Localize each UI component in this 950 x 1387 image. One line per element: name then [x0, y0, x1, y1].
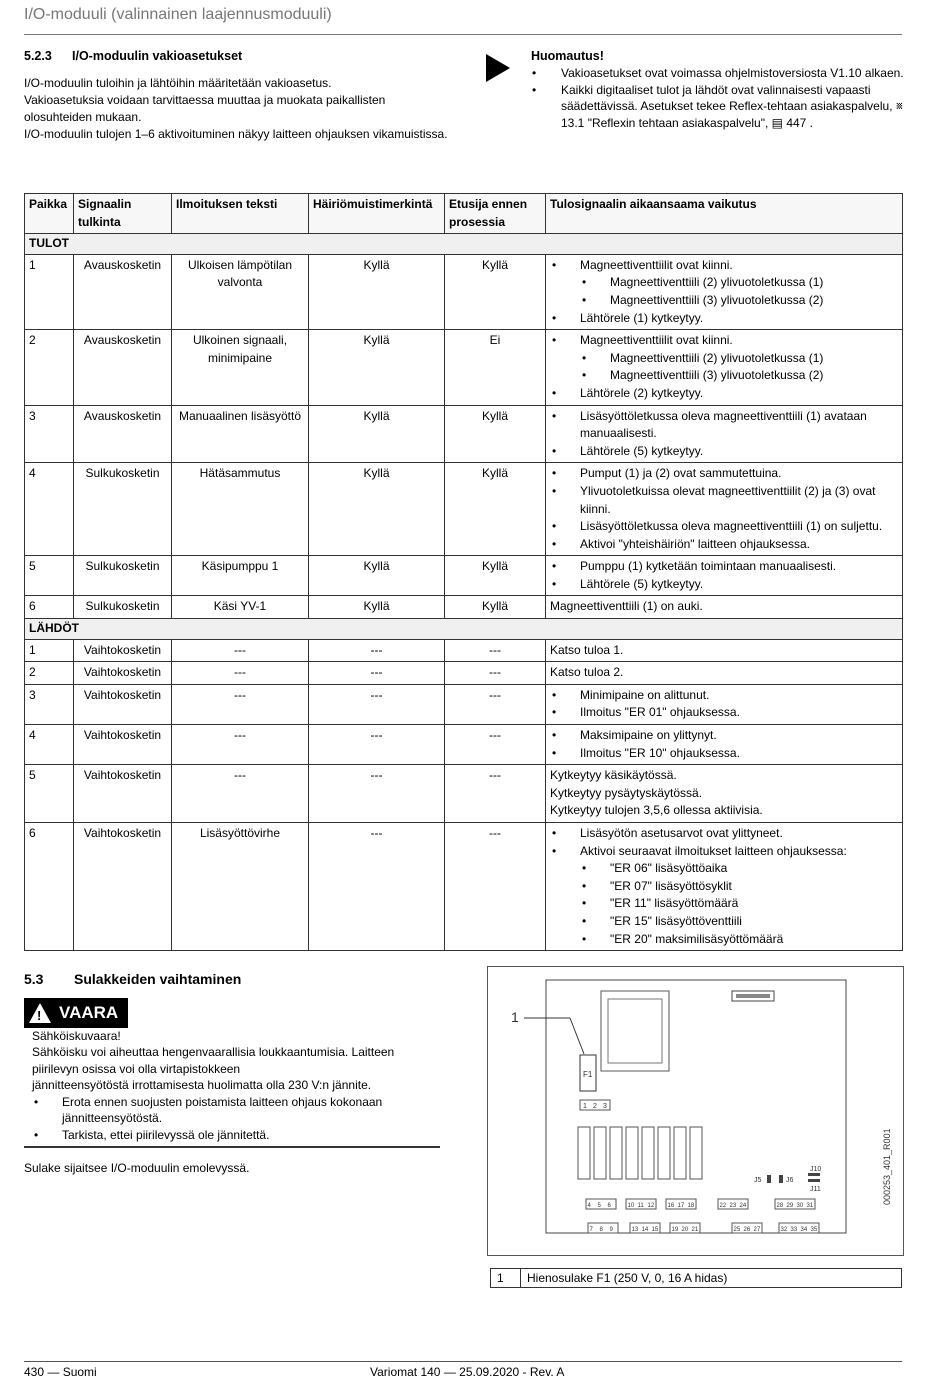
warning-list — [32, 1094, 444, 1144]
caption-number: 1 — [491, 1269, 521, 1288]
effect-item: • Pumput (1) ja (2) ovat sammutettuina. — [550, 465, 898, 483]
circuit-board-figure — [487, 966, 904, 1256]
effect-item: • Ylivuotoletkuissa olevat magneettiventtiilit (2) ja (3) ovat kiinni. — [550, 483, 898, 518]
fault-memory-cell: --- — [309, 725, 445, 765]
effect-text: Kytkeytyy tulojen 3,5,6 ollessa aktiivisia. — [550, 803, 763, 818]
figure-id: 000253_401_R001 — [882, 1128, 892, 1205]
effect-cell — [546, 596, 903, 619]
danger-label: VAARA — [59, 1002, 119, 1022]
priority-cell: --- — [445, 765, 546, 823]
fuse-location-text: Sulake sijaitsee I/O-moduulin emolevyssä. — [24, 1161, 250, 1176]
jumper-j10 — [808, 1173, 820, 1176]
fault-memory-cell: --- — [309, 765, 445, 823]
effect-cell — [546, 639, 903, 662]
terminal-label: 18 — [687, 1203, 695, 1209]
effect-cell — [546, 463, 903, 556]
jumper-j5-label: J5 — [754, 1177, 762, 1184]
effect-list — [550, 257, 898, 327]
fault-memory-cell: --- — [309, 684, 445, 724]
section-53 — [24, 970, 444, 1177]
effect-list — [550, 825, 898, 948]
effect-cell — [546, 330, 903, 405]
column-header: Signaalin tulkinta — [74, 194, 172, 234]
page-number: 430 — Suomi — [24, 1365, 97, 1379]
terminal-label: 27 — [753, 1227, 761, 1233]
effect-cell — [546, 556, 903, 596]
table-row — [25, 254, 903, 329]
effect-text: Katso tuloa 1. — [550, 642, 624, 657]
terminal-label: 9 — [609, 1227, 613, 1233]
effect-subitem: • "ER 06" lisäsyöttöaika — [550, 860, 898, 878]
column-header: Ilmoituksen teksti — [172, 194, 309, 234]
column-header: Etusija ennen prosessia — [445, 194, 546, 234]
table-row — [25, 463, 903, 556]
note-list — [531, 65, 904, 131]
effect-subitem: • Magneettiventtiili (2) ylivuotoletkussa (1) — [550, 274, 898, 292]
warning-item: • Tarkista, ettei piirilevyssä ole jännitettä. — [32, 1127, 444, 1144]
terminal-label: 29 — [786, 1203, 794, 1209]
signal-cell: Vaihtokosketin — [74, 725, 172, 765]
section-523-heading: I/O-moduulin vakioasetukset — [72, 49, 243, 63]
position-cell: 5 — [25, 556, 74, 596]
priority-cell: --- — [445, 823, 546, 951]
message-text-cell: Ulkoinen signaali, minimipaine — [172, 330, 309, 405]
note-box — [484, 48, 904, 131]
fault-memory-cell: Kyllä — [309, 254, 445, 329]
fault-memory-cell: --- — [309, 639, 445, 662]
message-text-cell: Käsi YV-1 — [172, 596, 309, 619]
table-row — [25, 596, 903, 619]
signal-cell: Vaihtokosketin — [74, 765, 172, 823]
jumper-j11 — [808, 1179, 820, 1182]
signal-cell: Vaihtokosketin — [74, 639, 172, 662]
terminal-label: 34 — [800, 1227, 808, 1233]
terminal-label: 8 — [599, 1227, 603, 1233]
terminal-label: 15 — [651, 1227, 659, 1233]
terminal-label: 32 — [780, 1227, 788, 1233]
section-523-paragraph: Vakioasetuksia voidaan tarvittaessa muuttaa ja muokata paikallisten olosuhteiden mukaan. — [24, 92, 386, 124]
position-cell: 4 — [25, 725, 74, 765]
effect-item: • Aktivoi "yhteishäiriön" laitteen ohjauksessa. — [550, 536, 898, 554]
jumper-j11-label: J11 — [810, 1186, 821, 1193]
terminal-label: 30 — [796, 1203, 804, 1209]
terminal-label: 23 — [729, 1203, 737, 1209]
note-title: Huomautus! — [531, 49, 604, 63]
effect-list — [550, 727, 898, 762]
terminal-label: 10 — [627, 1203, 635, 1209]
signal-cell: Avauskosketin — [74, 330, 172, 405]
fault-memory-cell: Kyllä — [309, 405, 445, 463]
effect-subitem: • "ER 07" lisäsyöttösyklit — [550, 878, 898, 896]
priority-cell: --- — [445, 662, 546, 685]
priority-cell: Kyllä — [445, 254, 546, 329]
terminal-label: 4 — [587, 1203, 591, 1209]
terminal-label: 25 — [733, 1227, 741, 1233]
terminal-label: 16 — [667, 1203, 675, 1209]
effect-list — [550, 408, 898, 461]
fuse-f1-label: F1 — [583, 1070, 593, 1079]
effect-subitem: • "ER 15" lisäsyöttöventtiili — [550, 913, 898, 931]
terminal-label: 5 — [597, 1203, 601, 1209]
warning-text — [32, 1028, 444, 1094]
relay — [578, 1127, 590, 1179]
terminal-label: 12 — [647, 1203, 655, 1209]
message-text-cell: Ulkoisen lämpötilan valvonta — [172, 254, 309, 329]
position-cell: 4 — [25, 463, 74, 556]
position-cell: 6 — [25, 823, 74, 951]
section-523-paragraph: I/O-moduulin tulojen 1–6 aktivoituminen näkyy laitteen ohjauksen vikamuistissa. — [24, 126, 448, 141]
priority-cell: Kyllä — [445, 463, 546, 556]
priority-cell: Ei — [445, 330, 546, 405]
terminal-label: 22 — [719, 1203, 727, 1209]
column-header: Tulosignaalin aikaansaama vaikutus — [546, 194, 903, 234]
terminal-label: 33 — [790, 1227, 798, 1233]
section-523 — [24, 48, 454, 143]
jumper-j6 — [779, 1175, 783, 1183]
position-cell: 2 — [25, 662, 74, 685]
position-cell: 2 — [25, 330, 74, 405]
effect-text: Magneettiventtiili (1) on auki. — [550, 599, 703, 614]
position-cell: 3 — [25, 684, 74, 724]
effect-item: • Magneettiventtiilit ovat kiinni. — [550, 332, 898, 350]
signal-cell: Avauskosketin — [74, 405, 172, 463]
jumper-j5 — [767, 1175, 771, 1183]
signal-cell: Vaihtokosketin — [74, 823, 172, 951]
io-settings-table — [24, 193, 903, 951]
signal-cell: Sulkukosketin — [74, 556, 172, 596]
relay — [658, 1127, 670, 1179]
callout-label: 1 — [511, 1009, 519, 1025]
position-cell: 3 — [25, 405, 74, 463]
warning-line: jännitteensyötöstä irrottamisesta huolimatta olla 230 V:n jännite. — [32, 1078, 372, 1093]
jumper-j6-label: J6 — [786, 1177, 794, 1184]
warning-line: Sähköiskuvaara! — [32, 1028, 121, 1043]
column-header: Paikka — [25, 194, 74, 234]
effect-text: Kytkeytyy pysäytyskäytössä. — [550, 785, 703, 800]
figure-caption-table — [490, 1268, 902, 1288]
signal-cell: Sulkukosketin — [74, 463, 172, 556]
message-text-cell: --- — [172, 662, 309, 685]
fault-memory-cell: --- — [309, 823, 445, 951]
warning-line: Sähköisku voi aiheuttaa hengenvaarallisia loukkaantumisia. Laitteen piirilevyn osissa voi olla virtapistokkeen — [32, 1045, 395, 1076]
warning-rule — [24, 1146, 440, 1148]
terminal-label: 17 — [677, 1203, 685, 1209]
terminal-label: 7 — [589, 1227, 593, 1233]
section-523-number: 5.2.3 — [24, 49, 52, 63]
effect-text: Katso tuloa 2. — [550, 665, 624, 680]
terminal-label: 6 — [607, 1203, 611, 1209]
section-53-title — [24, 970, 444, 990]
table-row — [25, 639, 903, 662]
priority-cell: Kyllä — [445, 596, 546, 619]
column-header: Häiriömuistimerkintä — [309, 194, 445, 234]
effect-list — [550, 687, 898, 722]
position-cell: 1 — [25, 254, 74, 329]
table-row — [25, 684, 903, 724]
relay — [642, 1127, 654, 1179]
terminal-label: 35 — [810, 1227, 818, 1233]
effect-item: • Lisäsyötön asetusarvot ovat ylittyneet. — [550, 825, 898, 843]
caption-row — [491, 1269, 902, 1288]
position-cell: 6 — [25, 596, 74, 619]
section-53-number: 5.3 — [24, 971, 44, 987]
jumper-j10-label: J10 — [810, 1166, 822, 1173]
effect-item: • Pumppu (1) kytketään toimintaan manuaalisesti. — [550, 558, 898, 576]
relay — [626, 1127, 638, 1179]
group-label: LÄHDÖT — [25, 619, 903, 640]
effect-item: • Maksimipaine on ylittynyt. — [550, 727, 898, 745]
effect-cell — [546, 725, 903, 765]
effect-cell — [546, 684, 903, 724]
relay — [690, 1127, 702, 1179]
message-text-cell: --- — [172, 639, 309, 662]
section-523-paragraph: I/O-moduulin tuloihin ja lähtöihin määritetään vakioasetus. — [24, 75, 332, 90]
effect-subitem: • Magneettiventtiili (2) ylivuotoletkussa (1) — [550, 350, 898, 368]
note-arrow-icon — [486, 54, 510, 82]
fault-memory-cell: Kyllä — [309, 463, 445, 556]
fault-memory-cell: Kyllä — [309, 556, 445, 596]
effect-list — [550, 465, 898, 553]
terminal-label: 14 — [641, 1227, 649, 1233]
effect-item: • Lähtörele (5) kytkeytyy. — [550, 443, 898, 461]
document-info: Variomat 140 — 25.09.2020 - Rev. A — [370, 1365, 565, 1379]
effect-item: • Magneettiventtiilit ovat kiinni. — [550, 257, 898, 275]
relay — [610, 1127, 622, 1179]
effect-subitem: • "ER 20" maksimilisäsyöttömäärä — [550, 931, 898, 949]
terminal-label: 19 — [671, 1227, 679, 1233]
signal-cell: Sulkukosketin — [74, 596, 172, 619]
priority-cell: --- — [445, 684, 546, 724]
effect-text: Kytkeytyy käsikäytössä. — [550, 768, 677, 783]
message-text-cell: Hätäsammutus — [172, 463, 309, 556]
effect-subitem: • Magneettiventtiili (3) ylivuotoletkussa (2) — [550, 292, 898, 310]
effect-subitem: • "ER 11" lisäsyöttömäärä — [550, 895, 898, 913]
terminal-label: 2 — [593, 1103, 597, 1110]
signal-cell: Vaihtokosketin — [74, 662, 172, 685]
table-row — [25, 556, 903, 596]
footer-rule — [24, 1361, 902, 1362]
terminal-label: 20 — [681, 1227, 689, 1233]
table-row — [25, 765, 903, 823]
relay — [594, 1127, 606, 1179]
circuit-board-drawing — [488, 967, 905, 1257]
effect-item: • Minimipaine on alittunut. — [550, 687, 898, 705]
dip-switch-levers — [736, 994, 770, 998]
terminal-label: 31 — [806, 1203, 814, 1209]
table-header-row — [25, 194, 903, 234]
position-cell: 1 — [25, 639, 74, 662]
page-header: I/O-moduuli (valinnainen laajennusmoduuli) — [24, 6, 332, 23]
message-text-cell: --- — [172, 684, 309, 724]
section-53-heading: Sulakkeiden vaihtaminen — [74, 971, 242, 987]
terminal-label: 3 — [603, 1103, 607, 1110]
note-item: • Vakioasetukset ovat voimassa ohjelmistoversiosta V1.10 alkaen. — [531, 65, 904, 82]
effect-item: • Lähtörele (2) kytkeytyy. — [550, 385, 898, 403]
priority-cell: Kyllä — [445, 556, 546, 596]
effect-cell — [546, 254, 903, 329]
priority-cell: Kyllä — [445, 405, 546, 463]
terminal-label: 1 — [583, 1103, 587, 1110]
effect-subitem: • Magneettiventtiili (3) ylivuotoletkussa (2) — [550, 367, 898, 385]
message-text-cell: Lisäsyöttövirhe — [172, 823, 309, 951]
message-text-cell: --- — [172, 725, 309, 765]
effect-item: • Ilmoitus "ER 01" ohjauksessa. — [550, 704, 898, 722]
fault-memory-cell: --- — [309, 662, 445, 685]
effect-cell — [546, 405, 903, 463]
section-523-title — [24, 48, 454, 66]
effect-item: • Ilmoitus "ER 10" ohjauksessa. — [550, 745, 898, 763]
table-row — [25, 330, 903, 405]
terminal-label: 11 — [637, 1203, 644, 1209]
caption-text: Hienosulake F1 (250 V, 0, 16 A hidas) — [521, 1269, 902, 1288]
fault-memory-cell: Kyllä — [309, 330, 445, 405]
header-rule — [24, 34, 902, 35]
group-label: TULOT — [25, 234, 903, 255]
table-row — [25, 725, 903, 765]
message-text-cell: Käsipumppu 1 — [172, 556, 309, 596]
effect-cell — [546, 823, 903, 951]
terminal-label: 24 — [739, 1203, 747, 1209]
terminal-label: 28 — [776, 1203, 784, 1209]
warning-triangle-icon: ! — [29, 1003, 51, 1023]
priority-cell: --- — [445, 639, 546, 662]
effect-item: • Lisäsyöttöletkussa oleva magneettiventtiili (1) avataan manuaalisesti. — [550, 408, 898, 443]
terminal-label: 21 — [691, 1227, 699, 1233]
signal-cell: Vaihtokosketin — [74, 684, 172, 724]
terminal-label: 13 — [631, 1227, 639, 1233]
effect-list — [550, 332, 898, 402]
effect-item: • Lähtörele (1) kytkeytyy. — [550, 310, 898, 328]
message-text-cell: --- — [172, 765, 309, 823]
effect-cell — [546, 662, 903, 685]
effect-item: • Aktivoi seuraavat ilmoitukset laitteen ohjauksessa: — [550, 843, 898, 861]
note-item: • Kaikki digitaaliset tulot ja lähdöt ovat valinnaisesti vapaasti säädettävissä. Asetukset tekee Reflex-tehtaan asiakaspalvelu, ␧ 13.1 "Reflexin tehtaan asiakaspalvelu", ▤ 447 . — [531, 82, 904, 132]
priority-cell: --- — [445, 725, 546, 765]
table-row — [25, 823, 903, 951]
danger-badge — [24, 998, 128, 1028]
terminal-label: 26 — [743, 1227, 751, 1233]
relay — [674, 1127, 686, 1179]
table-row — [25, 405, 903, 463]
table-group-row — [25, 234, 903, 255]
effect-cell — [546, 765, 903, 823]
message-text-cell: Manuaalinen lisäsyöttö — [172, 405, 309, 463]
table-row — [25, 662, 903, 685]
position-cell: 5 — [25, 765, 74, 823]
effect-list — [550, 558, 898, 593]
warning-item: • Erota ennen suojusten poistamista laitteen ohjaus kokonaan jännitteensyötöstä. — [32, 1094, 444, 1127]
table-group-row — [25, 619, 903, 640]
effect-item: • Lisäsyöttöletkussa oleva magneettiventtiili (1) on suljettu. — [550, 518, 898, 536]
effect-item: • Lähtörele (5) kytkeytyy. — [550, 576, 898, 594]
fault-memory-cell: Kyllä — [309, 596, 445, 619]
signal-cell: Avauskosketin — [74, 254, 172, 329]
